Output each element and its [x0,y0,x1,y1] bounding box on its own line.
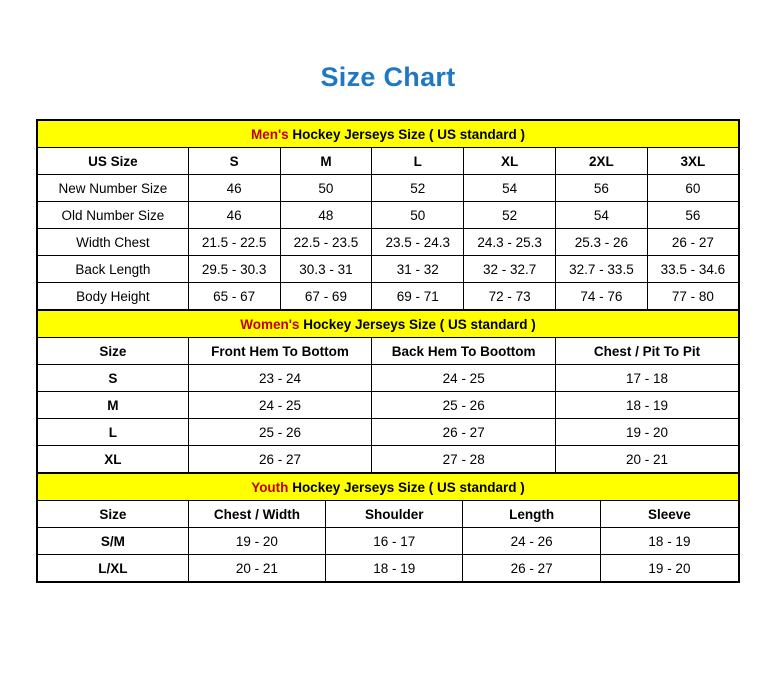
mens-r2-c0: Width Chest [38,229,189,256]
youth-r0-c0: S/M [38,528,189,555]
mens-header-row [38,148,739,175]
table-row [38,555,739,582]
womens-r0-c2: 24 - 25 [372,365,556,392]
mens-r4-c3: 69 - 71 [372,283,464,310]
youth-r1-c1: 20 - 21 [188,555,325,582]
youth-col-1: Chest / Width [188,501,325,528]
youth-col-2: Shoulder [326,501,463,528]
mens-banner-row [38,121,739,148]
mens-r2-c2: 22.5 - 23.5 [280,229,372,256]
mens-r4-c5: 74 - 76 [556,283,648,310]
youth-col-3: Length [463,501,600,528]
womens-banner-rest: Hockey Jerseys Size ( US standard ) [299,316,536,332]
mens-col-1: S [188,148,280,175]
mens-r3-c1: 29.5 - 30.3 [188,256,280,283]
youth-header-row [38,501,739,528]
mens-col-0: US Size [38,148,189,175]
youth-r0-c2: 16 - 17 [326,528,463,555]
size-chart-container [36,119,740,583]
mens-r0-c0: New Number Size [38,175,189,202]
table-row [38,446,739,473]
table-row [38,229,739,256]
mens-r3-c6: 33.5 - 34.6 [647,256,738,283]
mens-r1-c6: 56 [647,202,738,229]
mens-r2-c1: 21.5 - 22.5 [188,229,280,256]
youth-col-4: Sleeve [600,501,738,528]
mens-r2-c3: 23.5 - 24.3 [372,229,464,256]
mens-r1-c2: 48 [280,202,372,229]
mens-banner-rest: Hockey Jerseys Size ( US standard ) [288,126,526,142]
mens-r1-c5: 54 [556,202,648,229]
mens-r3-c0: Back Length [38,256,189,283]
mens-col-6: 3XL [647,148,738,175]
youth-r0-c1: 19 - 20 [188,528,325,555]
mens-r0-c3: 52 [372,175,464,202]
mens-banner-accent: Men's [250,126,289,142]
womens-r2-c2: 26 - 27 [372,419,556,446]
mens-r0-c2: 50 [280,175,372,202]
page-title: Size Chart [320,62,456,92]
womens-r2-c3: 19 - 20 [556,419,739,446]
youth-r1-c0: L/XL [38,555,189,582]
womens-r3-c1: 26 - 27 [188,446,372,473]
womens-r3-c0: XL [38,446,189,473]
table-row [38,283,739,310]
womens-r1-c3: 18 - 19 [556,392,739,419]
womens-col-1: Front Hem To Bottom [188,338,372,365]
womens-r0-c0: S [38,365,189,392]
womens-r2-c0: L [38,419,189,446]
mens-col-3: L [372,148,464,175]
youth-r1-c2: 18 - 19 [326,555,463,582]
mens-col-5: 2XL [556,148,648,175]
table-row [38,528,739,555]
mens-r0-c5: 56 [556,175,648,202]
youth-r0-c4: 18 - 19 [600,528,738,555]
youth-col-0: Size [38,501,189,528]
mens-r2-c4: 24.3 - 25.3 [464,229,556,256]
womens-r1-c1: 24 - 25 [188,392,372,419]
youth-banner [38,474,739,501]
mens-col-4: XL [464,148,556,175]
mens-r1-c4: 52 [464,202,556,229]
youth-banner-row [38,474,739,501]
womens-r1-c2: 25 - 26 [372,392,556,419]
mens-r1-c1: 46 [188,202,280,229]
mens-r4-c4: 72 - 73 [464,283,556,310]
womens-r0-c3: 17 - 18 [556,365,739,392]
youth-r1-c4: 19 - 20 [600,555,738,582]
table-row [38,392,739,419]
womens-col-0: Size [38,338,189,365]
mens-r1-c0: Old Number Size [38,202,189,229]
womens-r1-c0: M [38,392,189,419]
mens-r3-c4: 32 - 32.7 [464,256,556,283]
womens-banner [38,311,739,338]
youth-banner-rest: Hockey Jerseys Size ( US standard ) [288,479,525,495]
womens-size-table [37,310,739,473]
mens-r4-c6: 77 - 80 [647,283,738,310]
womens-r0-c1: 23 - 24 [188,365,372,392]
youth-r1-c3: 26 - 27 [463,555,600,582]
mens-r0-c1: 46 [188,175,280,202]
youth-banner-accent: Youth [251,479,289,495]
table-row [38,256,739,283]
youth-r0-c3: 24 - 26 [463,528,600,555]
mens-r4-c0: Body Height [38,283,189,310]
mens-col-2: M [280,148,372,175]
mens-r4-c1: 65 - 67 [188,283,280,310]
mens-r0-c4: 54 [464,175,556,202]
mens-r0-c6: 60 [647,175,738,202]
mens-size-table [37,120,739,310]
mens-r2-c5: 25.3 - 26 [556,229,648,256]
mens-r2-c6: 26 - 27 [647,229,738,256]
womens-banner-accent: Women's [240,316,300,332]
mens-r3-c5: 32.7 - 33.5 [556,256,648,283]
womens-r2-c1: 25 - 26 [188,419,372,446]
mens-r3-c3: 31 - 32 [372,256,464,283]
table-row [38,365,739,392]
table-row [38,419,739,446]
table-row [38,202,739,229]
mens-r3-c2: 30.3 - 31 [280,256,372,283]
youth-size-table [37,473,739,582]
womens-col-2: Back Hem To Boottom [372,338,556,365]
womens-header-row [38,338,739,365]
table-row [38,175,739,202]
womens-banner-row [38,311,739,338]
mens-r4-c2: 67 - 69 [280,283,372,310]
mens-banner [38,121,739,148]
womens-col-3: Chest / Pit To Pit [556,338,739,365]
mens-r1-c3: 50 [372,202,464,229]
womens-r3-c2: 27 - 28 [372,446,556,473]
womens-r3-c3: 20 - 21 [556,446,739,473]
